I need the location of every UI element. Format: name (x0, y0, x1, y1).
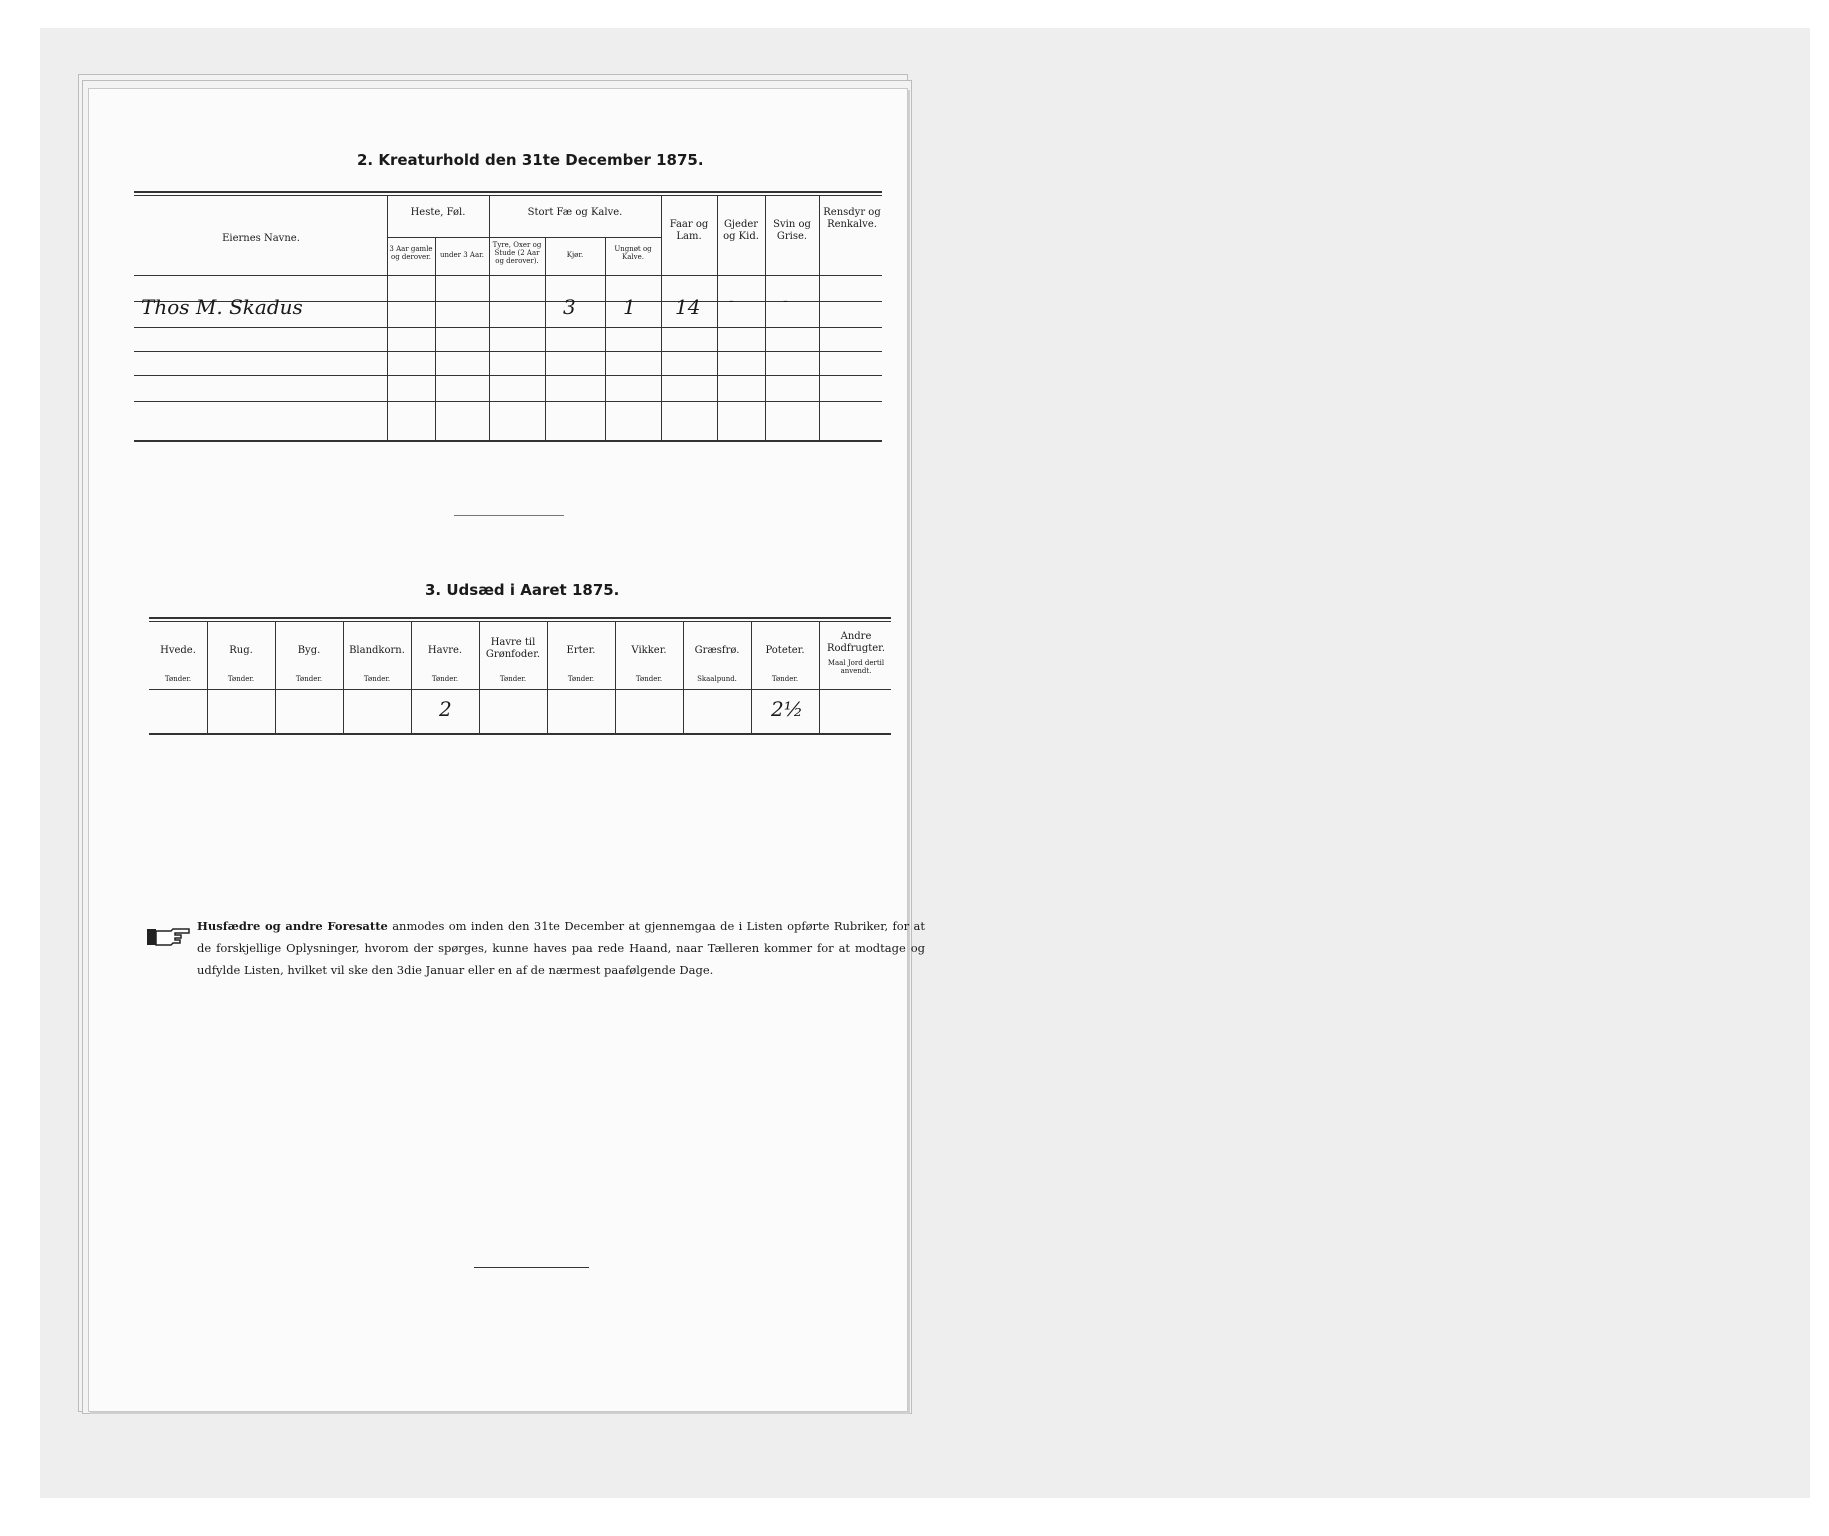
gjeder-header: Gjeder og Kid. (723, 219, 759, 242)
faar-header: Faar og Lam. (669, 219, 709, 242)
section3-top-rule (149, 617, 891, 619)
blandkorn-unit: Tønder. (363, 675, 391, 683)
havre-header: Havre. (427, 645, 463, 656)
owner-name: Thos M. Skadus (141, 295, 303, 319)
poteter-header: Poteter. (765, 645, 805, 656)
byg-unit: Tønder. (295, 675, 323, 683)
graesfro-header: Græsfrø. (694, 645, 740, 656)
erter-unit: Tønder. (567, 675, 595, 683)
rug-header: Rug. (229, 645, 253, 656)
blandkorn-header: Blandkorn. (349, 645, 405, 656)
rensdyr-header: Rensdyr og Renkalve. (823, 207, 881, 230)
andre-rodfrugter-unit: Maal Jord dertil anvendt. (827, 659, 885, 675)
stortfae-header: Stort Fæ og Kalve. (527, 207, 623, 218)
havre-value: 2 (439, 697, 452, 721)
havre-unit: Tønder. (431, 675, 459, 683)
kjor-header: Kjør. (566, 251, 584, 259)
section3-title: 3. Udsæd i Aaret 1875. (425, 581, 620, 599)
graesfro-unit: Skaalpund. (697, 675, 737, 683)
section2-title: 2. Kreaturhold den 31te December 1875. (357, 151, 704, 169)
heste-header: Heste, Føl. (410, 207, 466, 218)
note-text: anmodes om inden den 31te December at gjennemgaa de i Listen opførte Rubriker, for at de forskjellige Oplysninger, hvorom der spørges, kunne haves paa rede Haand, naar Tælleren kommer for at modtage og udfylde Listen, hvilket vil ske den 3die Januar eller en af de nærmest paafølgende Dage. (197, 919, 925, 977)
pointing-hand-icon (147, 925, 191, 949)
svin-value: - (783, 293, 788, 309)
owner-header: Eiernes Navne. (222, 233, 300, 244)
hvede-unit: Tønder. (164, 675, 192, 683)
instruction-note (197, 915, 925, 981)
vikker-header: Vikker. (631, 645, 667, 656)
note-lead: Husfædre og andre Foresatte (197, 919, 388, 933)
ungnot-header: Ungnøt og Kalve. (614, 245, 652, 261)
section2-bottom-rule (134, 440, 882, 442)
gjeder-value: - (729, 293, 734, 309)
andre-rodfrugter-header: Andre Rodfrugter. (826, 631, 886, 654)
heste-3aar-header: 3 Aar gamle og derover. (389, 245, 433, 261)
section2-top-rule (134, 191, 882, 193)
rug-unit: Tønder. (227, 675, 255, 683)
ungnot-value: 1 (623, 295, 636, 319)
byg-header: Byg. (297, 645, 321, 656)
heste-under3-header: under 3 Aar. (440, 251, 484, 259)
poteter-value: 2½ (771, 697, 804, 721)
census-page (88, 88, 925, 1412)
poteter-unit: Tønder. (771, 675, 799, 683)
faar-value: 14 (675, 295, 701, 319)
vikker-unit: Tønder. (635, 675, 663, 683)
svin-header: Svin og Grise. (773, 219, 811, 242)
closing-rule (474, 1267, 589, 1268)
section3-bottom-rule (149, 733, 891, 735)
kjor-value: 3 (563, 295, 576, 319)
separator-rule (454, 515, 564, 516)
tyre-header: Tyre, Oxer og Stude (2 Aar og derover). (492, 241, 542, 265)
erter-header: Erter. (566, 645, 596, 656)
havre-gronfoder-unit: Tønder. (499, 675, 527, 683)
hvede-header: Hvede. (160, 645, 196, 656)
havre-gronfoder-header: Havre til Grønfoder. (485, 637, 541, 660)
